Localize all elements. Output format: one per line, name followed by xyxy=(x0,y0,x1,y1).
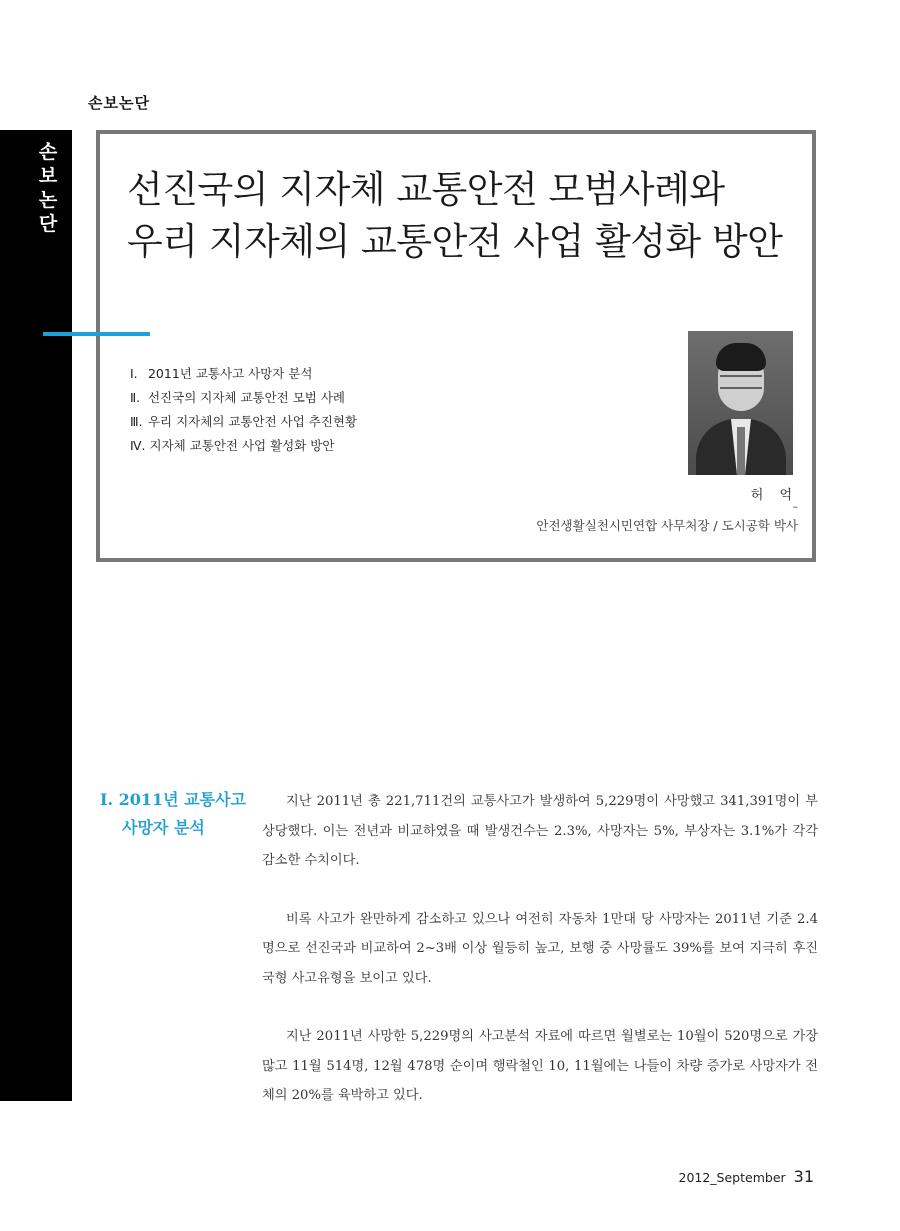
section-label: 손보논단 xyxy=(88,94,150,112)
author-affiliation: 안전생활실천시민연합 사무처장 / 도시공학 박사 xyxy=(536,518,798,533)
side-tab-char: 손 xyxy=(38,141,58,163)
toc-item: Ⅳ. 지자체 교통안전 사업 활성화 방안 xyxy=(130,438,335,453)
title-line-2: 우리 지자체의 교통안전 사업 활성화 방안 xyxy=(127,220,783,263)
author-divider: – xyxy=(792,500,798,513)
page-number: 31 xyxy=(793,1167,814,1186)
section-heading xyxy=(100,786,250,842)
author-photo xyxy=(688,331,793,475)
section-heading-line-1: Ⅰ. 2011년 교통사고 xyxy=(100,790,247,809)
toc-item: Ⅰ. 2011년 교통사고 사망자 분석 xyxy=(130,366,313,381)
toc-item: Ⅲ. 우리 지자체의 교통안전 사업 추진현황 xyxy=(130,414,358,429)
article-title-box xyxy=(96,130,816,562)
paragraph: 지난 2011년 사망한 5,229명의 사고분석 자료에 따르면 월별로는 10월이 520명으로 가장 많고 11월 514명, 12월 478명 순이며 행락철인 10, 11월에는 나들이 차량 증가로 사망자가 전체의 20%를 육박하고 있다. xyxy=(262,1029,818,1103)
table-of-contents xyxy=(130,362,357,458)
toc-item: Ⅱ. 선진국의 지자체 교통안전 모범 사례 xyxy=(130,390,346,405)
side-tab-label xyxy=(36,140,60,236)
side-tab-char: 보 xyxy=(38,165,58,187)
accent-line xyxy=(43,332,150,336)
paragraph: 비록 사고가 완만하게 감소하고 있으나 여전히 자동차 1만대 당 사망자는 2011년 기준 2.4명으로 선진국과 비교하여 2~3배 이상 월등히 높고, 보행 중 사망률도 39%를 보여 지극히 후진국형 사고유형을 보이고 있다. xyxy=(262,911,818,986)
paragraph: 지난 2011년 총 221,711건의 교통사고가 발생하여 5,229명이 사망했고 341,391명이 부상당했다. 이는 전년과 비교하였을 때 발생건수는 2.3%, 사망자는 5%, 부상자는 3.1%가 각각 감소한 수치이다. xyxy=(262,794,818,868)
section-body xyxy=(262,787,818,1140)
side-tab-bar xyxy=(0,130,72,1101)
author-name: 허 억 xyxy=(750,488,798,503)
issue-label: 2012_September xyxy=(678,1170,786,1185)
title-line-1: 선진국의 지자체 교통안전 모범사례와 xyxy=(127,168,725,211)
side-tab-char: 논 xyxy=(38,189,58,211)
section-heading-line-2: 사망자 분석 xyxy=(122,818,205,837)
page-footer xyxy=(679,1167,815,1186)
side-tab-char: 단 xyxy=(38,213,58,235)
article-title xyxy=(127,164,782,268)
